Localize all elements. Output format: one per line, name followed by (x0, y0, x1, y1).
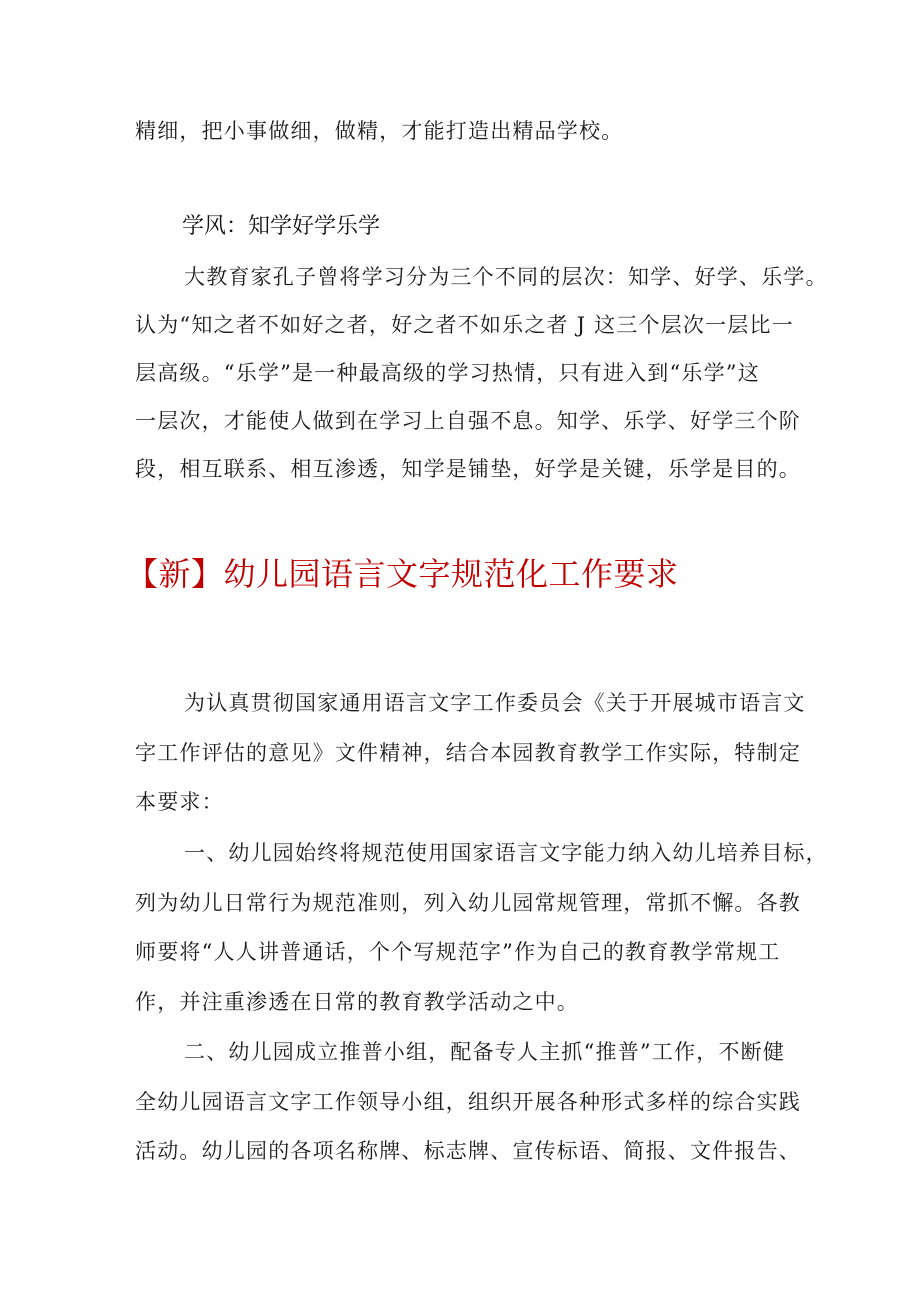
item1-line: 列为幼儿日常行为规范准则，列入幼儿园常规管理，常抓不懈。各教 (135, 891, 801, 915)
item2-line: 二、幼儿园成立推普小组，配备专人主抓“推普”工作，不断健 (184, 1040, 786, 1064)
intro-line: 为认真贯彻国家通用语言文字工作委员会《关于开展城市语言文 (184, 691, 806, 715)
item2-line: 全幼儿园语言文字工作领导小组，组织开展各种形式多样的综合实践 (135, 1090, 801, 1114)
paragraph-line: 大教育家孔子曾将学习分为三个不同的层次：知学、好学、乐学。 (184, 265, 828, 289)
paragraph-line: 段，相互联系、相互渗透，知学是铺垫，好学是关键，乐学是目的。 (135, 457, 801, 481)
item1-line: 一、幼儿园始终将规范使用国家语言文字能力纳入幼儿培养目标， (184, 841, 828, 865)
paragraph-line: 一层次，才能使人做到在学习上自强不息。知学、乐学、好学三个阶 (135, 409, 801, 433)
item1-line: 师要将“人人讲普通话，个个写规范字”作为自己的教育教学常规工 (135, 940, 781, 964)
paragraph-line: 层高级。“乐学”是一种最高级的学习热情，只有进入到“乐学”这 (135, 361, 760, 385)
item2-line: 活动。幼儿园的各项名称牌、标志牌、宣传标语、简报、文件报告、 (135, 1139, 801, 1163)
item1-line: 作，并注重渗透在日常的教育教学活动之中。 (135, 990, 579, 1014)
paragraph-line: 认为“知之者不如好之者，好之者不如乐之者 J 这三个层次一层比一 (135, 313, 794, 337)
article-title: 【新】幼儿园语言文字规范化工作要求 (126, 555, 679, 593)
intro-line: 字工作评估的意见》文件精神，结合本园教育教学工作实际，特制定 (135, 741, 801, 765)
section-heading-xuefeng: 学风：知学好学乐学 (182, 214, 381, 239)
intro-line: 本要求： (135, 790, 224, 814)
top-fragment-line: 精细，把小事做细，做精，才能打造出精品学校。 (135, 119, 624, 143)
